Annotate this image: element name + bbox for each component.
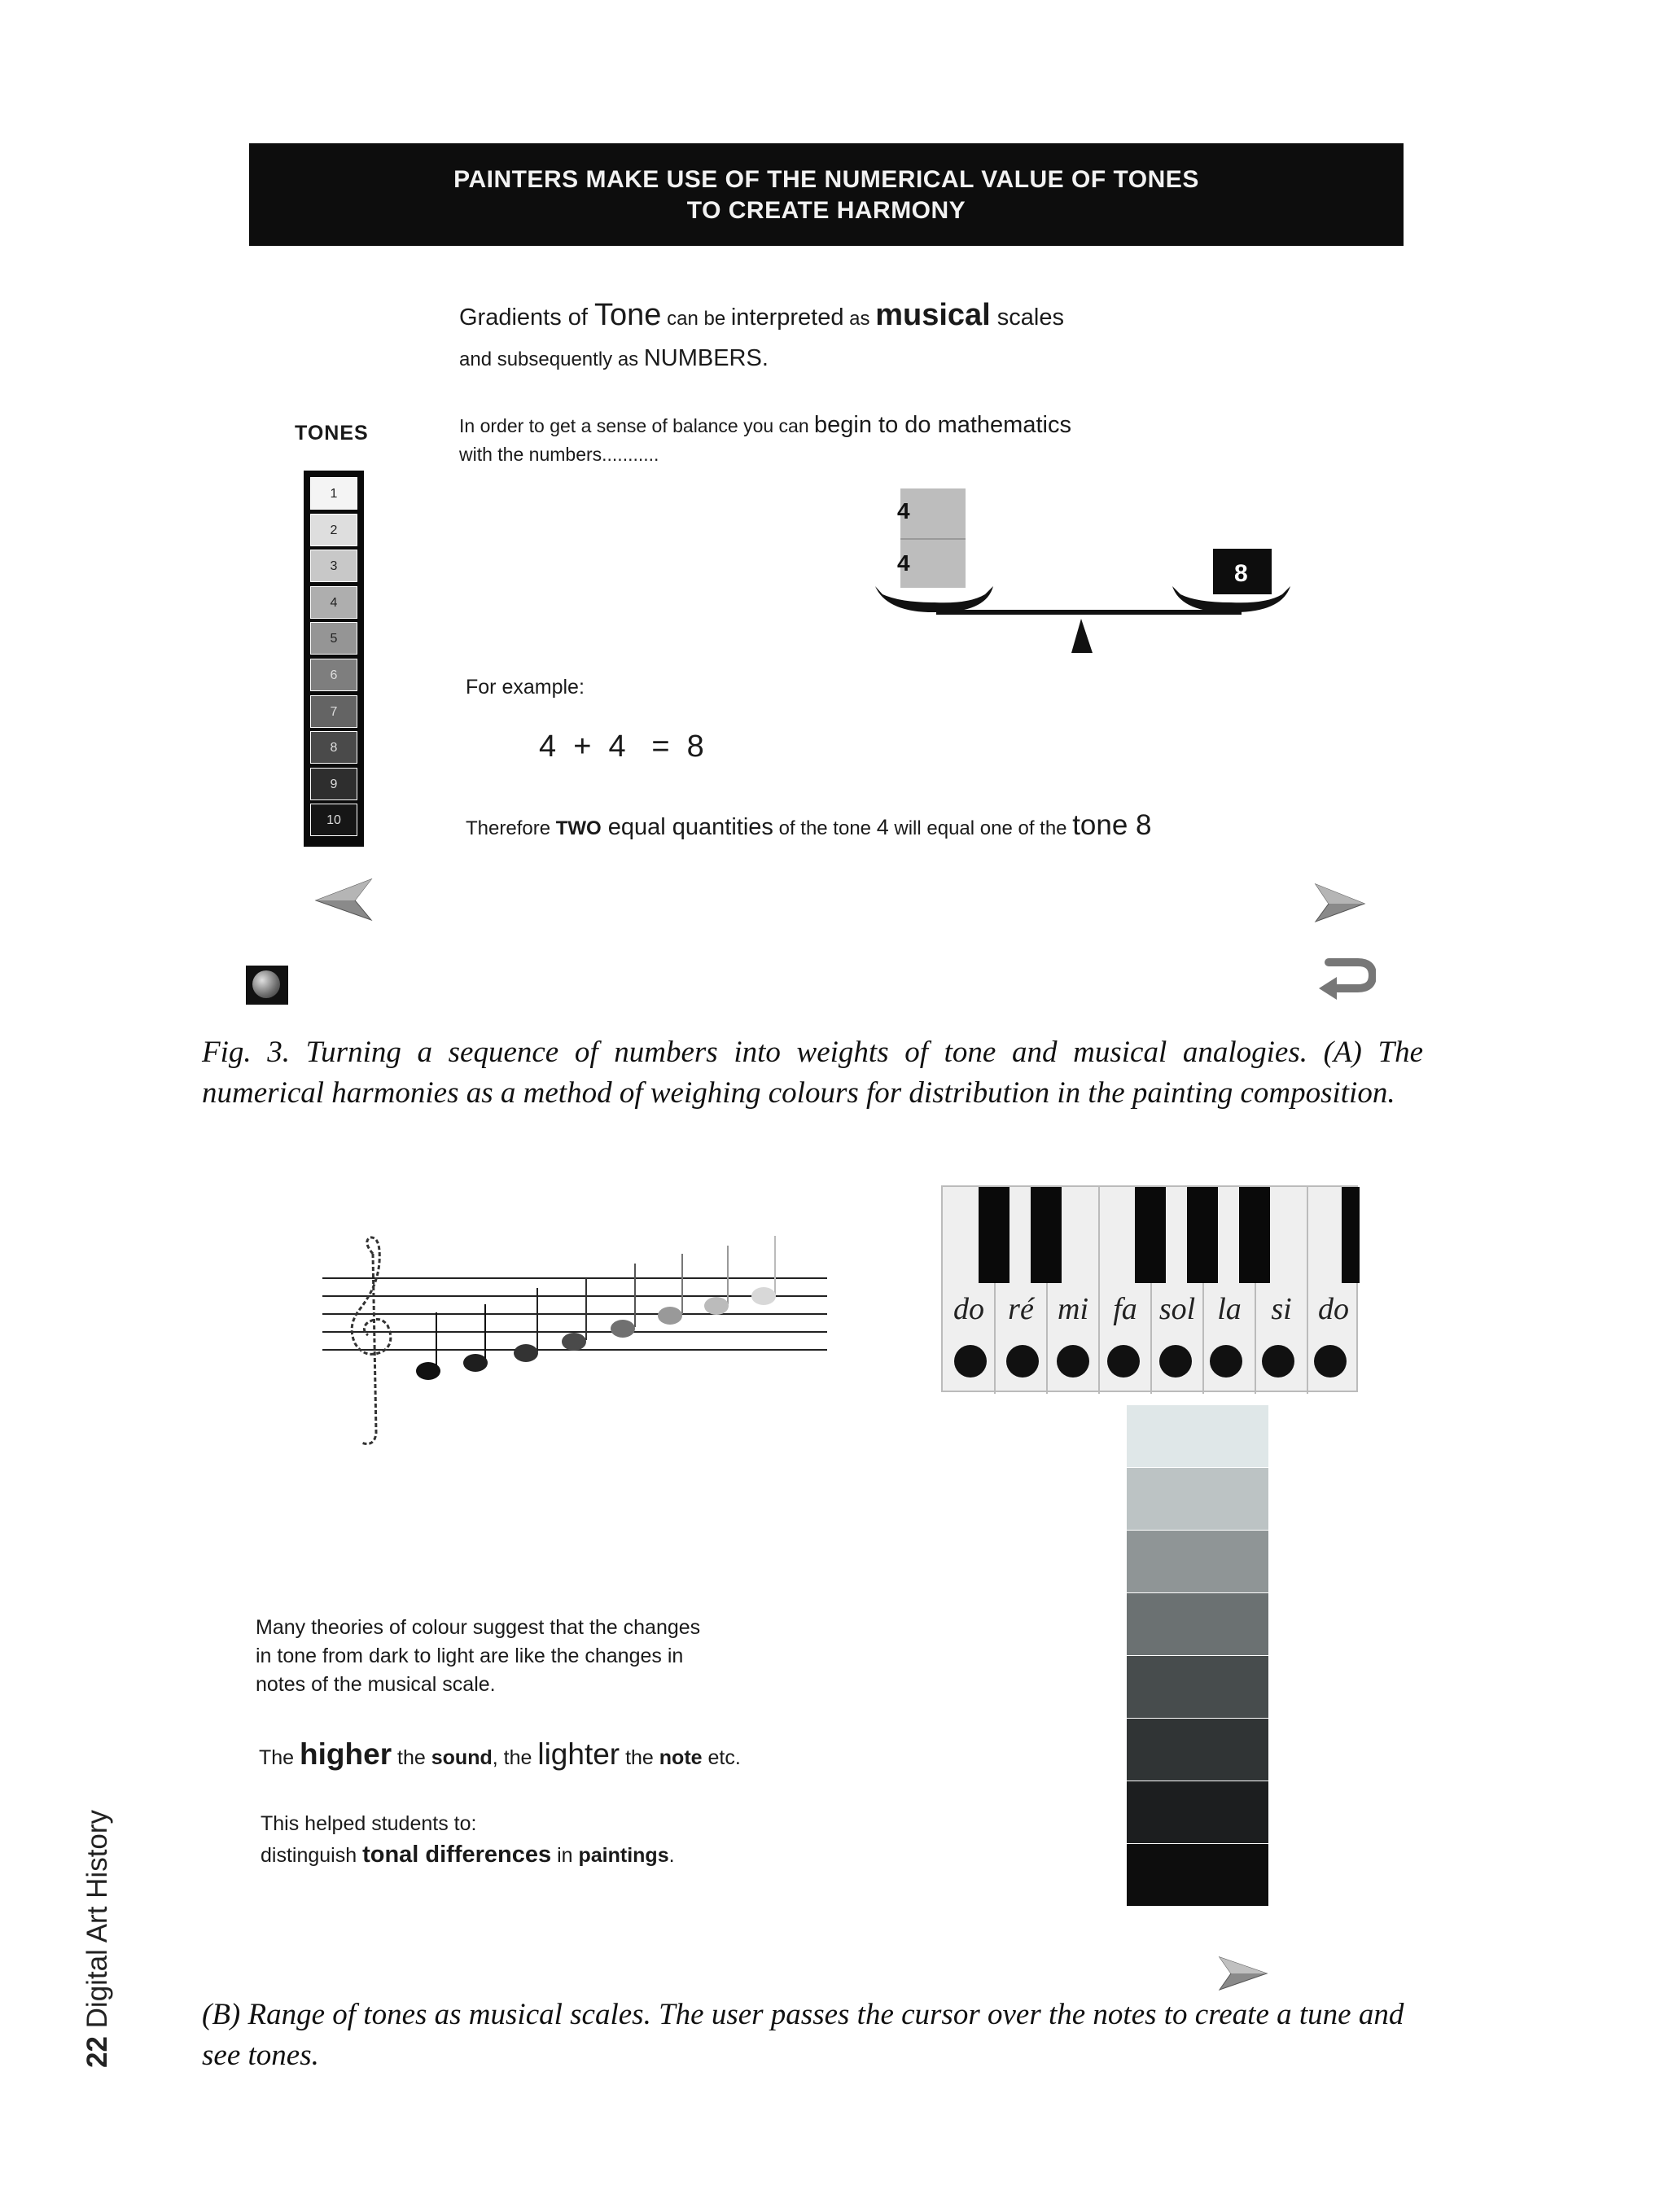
theory-line: in tone from dark to light are like the changes in xyxy=(256,1645,684,1667)
piano-keys-graphic xyxy=(943,1187,1360,1394)
piano-keyboard xyxy=(941,1185,1358,1392)
back-arrow-icon[interactable] xyxy=(314,878,373,922)
theory-paragraph xyxy=(256,1614,700,1699)
sound-word: sound xyxy=(431,1746,493,1769)
tone-swatch: 4 xyxy=(310,586,357,619)
tone-4: 4 xyxy=(876,815,889,839)
tone-scale-column xyxy=(304,471,364,847)
key-label: fa xyxy=(1113,1292,1137,1326)
interpreted-word: interpreted xyxy=(730,304,844,331)
tone-8: tone 8 xyxy=(1072,809,1152,841)
left-pan xyxy=(875,586,993,612)
text-fragment: and subsequently as xyxy=(459,348,644,370)
tone-swatch: 5 xyxy=(310,622,357,655)
therefore-line xyxy=(466,809,1152,842)
helped-line-2 xyxy=(261,1842,675,1868)
higher-sound-line xyxy=(259,1737,741,1772)
text-fragment: as xyxy=(843,308,876,330)
two-word: TWO xyxy=(555,817,602,839)
text-fragment: distinguish xyxy=(261,1844,363,1867)
caption-b: (B) Range of tones as musical scales. The user passes the cursor over the notes to create a tune and see tones. xyxy=(202,1998,1404,2072)
text-fragment: will equal one of the xyxy=(888,817,1073,839)
text-fragment: the xyxy=(620,1746,659,1769)
musical-word: musical xyxy=(875,298,991,332)
higher-word: higher xyxy=(300,1737,392,1771)
text-fragment: scales xyxy=(990,304,1064,331)
tone-word: Tone xyxy=(594,298,662,332)
figure-a-banner xyxy=(249,143,1404,246)
tone-swatch: 10 xyxy=(310,804,357,836)
return-arrow-icon[interactable] xyxy=(1317,953,1376,1000)
text-fragment: Gradients of xyxy=(459,304,595,331)
music-staff xyxy=(322,1229,827,1449)
theory-line: Many theories of colour suggest that the changes xyxy=(256,1616,701,1639)
helped-line-1: This helped students to: xyxy=(261,1812,477,1835)
text-fragment: Therefore xyxy=(466,817,556,839)
key-label: mi xyxy=(1058,1292,1088,1326)
tone-swatch: 3 xyxy=(310,550,357,582)
intro-line-1 xyxy=(459,298,1064,333)
tone-swatch: 7 xyxy=(310,695,357,728)
tone-band[interactable] xyxy=(1127,1405,1268,1469)
text-fragment: of the tone xyxy=(773,817,877,839)
tone-swatch: 1 xyxy=(310,477,357,510)
tone-band[interactable] xyxy=(1127,1781,1268,1845)
tone-band[interactable] xyxy=(1127,1468,1268,1531)
text-fragment: In order to get a sense of balance you can xyxy=(459,415,815,436)
key-label: do xyxy=(1318,1292,1349,1326)
left-weight-top: 4 xyxy=(897,498,910,523)
right-weight-label: 8 xyxy=(1234,560,1248,587)
key-label: ré xyxy=(1008,1292,1034,1326)
tone-band[interactable] xyxy=(1127,1719,1268,1782)
text-fragment: , the xyxy=(492,1746,538,1769)
text-fragment: . xyxy=(668,1844,675,1867)
tone-band[interactable] xyxy=(1127,1531,1268,1594)
equal-quantities: equal quantities xyxy=(601,814,773,840)
intro-line-4: with the numbers........... xyxy=(459,444,659,465)
page-label xyxy=(81,1742,114,2068)
tone-swatch: 9 xyxy=(310,768,357,800)
note-word: note xyxy=(659,1746,703,1769)
text-fragment: the xyxy=(392,1746,431,1769)
tone-band[interactable] xyxy=(1127,1656,1268,1719)
caption-a: Fig. 3. Turning a sequence of numbers into weights of tone and musical analogies. (A) The numerical harmonies as a method of weighing colours for distribution in the painting composition. xyxy=(202,1036,1423,1110)
tone-swatch: 6 xyxy=(310,659,357,691)
intro-line-2 xyxy=(459,345,769,372)
text-fragment: can be xyxy=(661,308,731,330)
for-example-label: For example: xyxy=(466,676,585,699)
tone-swatch: 2 xyxy=(310,514,357,546)
tone-band[interactable] xyxy=(1127,1593,1268,1657)
forward-arrow-icon[interactable] xyxy=(1314,883,1366,923)
key-label: la xyxy=(1217,1292,1242,1326)
left-weight-bottom: 4 xyxy=(897,550,910,576)
forward-arrow-icon[interactable] xyxy=(1218,1956,1268,1991)
scale-fulcrum xyxy=(1071,619,1093,653)
banner-line-1: PAINTERS MAKE USE OF THE NUMERICAL VALUE OF TONES xyxy=(453,166,1199,193)
page-number: 22 xyxy=(81,2036,113,2068)
tones-heading: TONES xyxy=(295,422,369,445)
mathematics-phrase: begin to do mathematics xyxy=(814,412,1071,438)
intro-line-3 xyxy=(459,412,1071,439)
paintings-word: paintings xyxy=(578,1844,669,1867)
scale-notes xyxy=(416,1236,776,1380)
key-label: si xyxy=(1271,1292,1292,1326)
treble-clef-icon xyxy=(352,1237,391,1444)
text-fragment: etc. xyxy=(702,1746,741,1769)
banner-line-2: TO CREATE HARMONY xyxy=(686,197,966,224)
text-fragment: The xyxy=(259,1746,300,1769)
equation: 4 + 4 = 8 xyxy=(539,729,704,764)
tonal-differences: tonal differences xyxy=(362,1842,552,1868)
key-label: sol xyxy=(1158,1292,1196,1326)
running-title: Digital Art History xyxy=(81,1809,113,2037)
tone-swatch: 8 xyxy=(310,731,357,764)
theory-line: notes of the musical scale. xyxy=(256,1673,496,1696)
key-label: do xyxy=(953,1292,984,1326)
tone-band[interactable] xyxy=(1127,1844,1268,1908)
home-sphere-icon[interactable] xyxy=(246,966,288,1005)
text-fragment: in xyxy=(551,1844,579,1867)
numbers-word: NUMBERS. xyxy=(643,345,769,371)
lighter-word: lighter xyxy=(537,1737,620,1771)
